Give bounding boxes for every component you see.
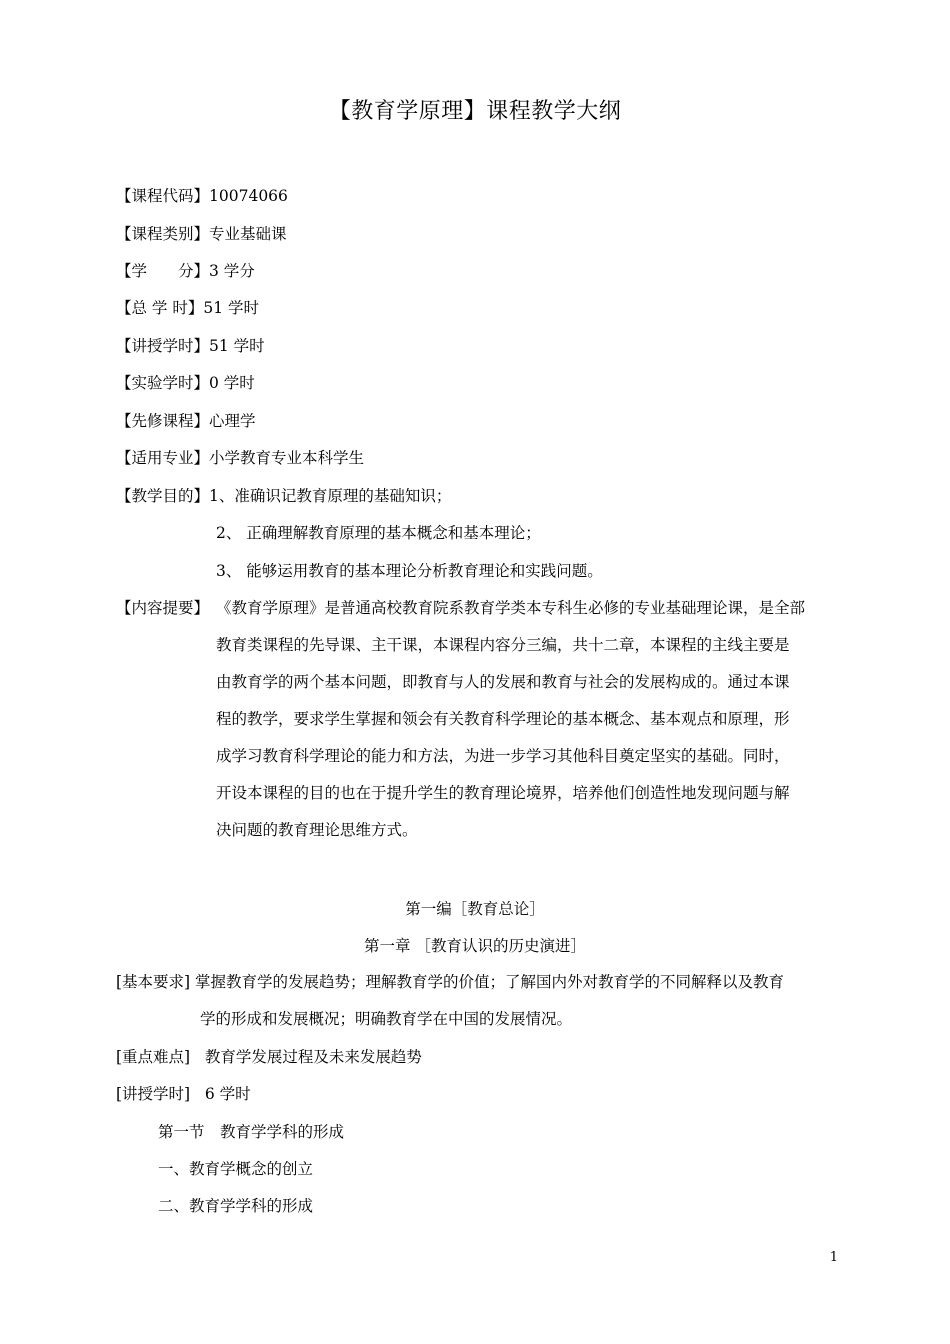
chapter-title: 第一章 ［教育认识的历史演进］ [364,937,586,955]
summary-line: 教育类课程的先导课、主干课，本课程内容分三编，共十二章，本课程的主线主要是 [216,636,790,654]
basic-requirements-label: [基本要求] [116,973,191,991]
field-label: 【课程类别】 [116,225,210,243]
field-label: 【总 学 时】 [116,299,204,317]
summary-line: 由教育学的两个基本问题，即教育与人的发展和教育与社会的发展构成的。通过本课 [216,673,790,691]
chapter-hours [116,1084,251,1104]
field-credit [116,261,255,281]
summary-line: 《教育学原理》是普通高校教育院系教育学类本专科生必修的专业基础理论课，是全部 [216,599,806,617]
goal-item: 3、 能够运用教育的基本理论分析教育理论和实践问题。 [216,562,603,580]
field-label: 【适用专业】 [116,449,210,467]
teaching-goals [116,486,451,506]
key-points-text: 教育学发展过程及未来发展趋势 [204,1048,422,1066]
chapter-hours-label: [讲授学时] [116,1085,191,1103]
field-value: 0 学时 [209,374,255,392]
field-label: 【实验学时】 [116,374,210,392]
field-value: 小学教育专业本科学生 [209,449,365,467]
goal-item: 2、 正确理解教育原理的基本概念和基本理论； [216,524,541,542]
outline-item: 二、教育学学科的形成 [158,1197,314,1215]
summary-paragraph [216,590,846,849]
key-points-label: [重点难点] [116,1048,191,1066]
field-course-category [116,224,287,244]
field-label: 【学 分】 [116,262,210,280]
field-major [116,448,364,468]
field-lecture-hours [116,336,265,356]
basic-requirements [116,972,784,992]
field-value: 10074066 [209,187,288,205]
field-value: 心理学 [209,412,256,430]
section-heading: 第一节 教育学学科的形成 [158,1123,345,1141]
summary-label: 【内容提要】 [116,599,210,617]
outline-item: 一、教育学概念的创立 [158,1160,314,1178]
basic-requirements-text: 学的形成和发展概况；明确教育学在中国的发展情况。 [200,1010,573,1028]
goal-item: 1、准确识记教育原理的基础知识； [209,487,452,505]
summary-line: 决问题的教育理论思维方式。 [216,821,418,839]
summary-line: 程的教学，要求学生掌握和领会有关教育科学理论的基本概念、基本观点和原理，形 [216,710,790,728]
field-label: 【先修课程】 [116,412,210,430]
basic-requirements-text: 掌握教育学的发展趋势；理解教育学的价值；了解国内外对教育学的不同解释以及教育 [195,973,785,991]
field-label: 【教学目的】 [116,487,210,505]
field-label: 【课程代码】 [116,187,210,205]
chapter-hours-value: 6 学时 [204,1085,251,1103]
document-title: 【教育学原理】课程教学大纲 [328,99,622,124]
summary-line: 成学习教育科学理论的能力和方法，为进一步学习其他科目奠定坚实的基础。同时， [216,747,790,765]
field-lab-hours [116,373,255,393]
part-title: 第一编［教育总论］ [405,900,545,918]
field-value: 3 学分 [209,262,255,280]
field-total-hours [116,298,259,318]
field-value: 51 学时 [203,299,260,317]
field-value: 51 学时 [209,337,265,355]
page-number: 1 [829,1250,838,1265]
field-prerequisite [116,411,256,431]
field-label: 【讲授学时】 [116,337,210,355]
field-value: 专业基础课 [209,225,287,243]
summary-line: 开设本课程的目的也在于提升学生的教育理论境界，培养他们创造性地发现问题与解 [216,784,790,802]
field-course-code [116,186,288,206]
key-points [116,1047,422,1067]
